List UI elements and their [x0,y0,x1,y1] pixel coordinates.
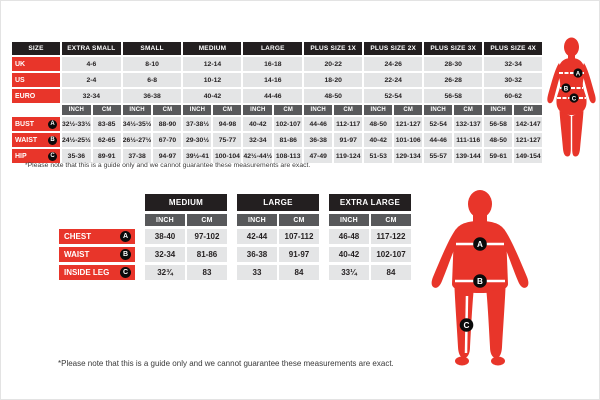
measurement-cell-cm: 94-98 [213,117,241,131]
female-silhouette [543,37,600,161]
measurement-cell-cm: 97-102 [187,229,227,244]
row-label-text: CHEST [64,232,92,241]
measurement-cell-inch: 32-34 [243,133,272,147]
measurement-cell-inch: 42-44 [237,229,277,244]
row-label-euro: EURO [12,89,60,103]
row-label-hip [12,149,60,163]
top-disclaimer: *Please note that this is a guide only and we cannot guarantee these measurements are exact. [25,162,311,169]
measurement-cell-inch: 40-42 [329,247,369,262]
measurement-cell-cm: 81-86 [274,133,302,147]
spacer-cell [321,265,327,280]
measurement-cell-cm: 83-85 [93,117,121,131]
measurement-cell-inch: 56-58 [484,117,512,131]
measurement-cell-cm: 101-106 [394,133,422,147]
spacer-cell [229,247,235,262]
spacer-cell [321,214,327,226]
measurement-cell-cm: 149-154 [514,149,542,163]
column-header-medium: MEDIUM [183,42,241,55]
measurement-cell-inch: 52-54 [424,117,452,131]
measurement-cell-inch: 40-42 [364,133,392,147]
column-header-extra-small: EXTRA SMALL [62,42,121,55]
row-label-text: INSIDE LEG [64,268,110,277]
size-cell: 6-8 [123,73,182,87]
measurement-cell-cm: 100-104 [213,149,241,163]
measurement-cell-inch: 32-34 [145,247,185,262]
measurement-cell-inch: 40-42 [243,117,272,131]
cm-header: CM [279,214,319,226]
measurement-cell-inch: 37-38½ [183,117,211,131]
measurement-cell-cm: 121-127 [514,133,542,147]
measurement-cell-inch: 29-30½ [183,133,211,147]
row-label-text: HIP [15,152,27,160]
measurement-cell-cm: 121-127 [394,117,422,131]
column-header-medium: MEDIUM [145,194,227,211]
spacer-cell [321,247,327,262]
marker-badge-hip: C [48,152,57,161]
marker-badge-waist: B [120,249,131,260]
measurement-cell-inch: 38-40 [145,229,185,244]
measurement-cell-inch: 24½-25½ [62,133,91,147]
cm-header: CM [213,105,241,115]
row-label-bust [12,117,60,131]
size-cell: 26-28 [424,73,482,87]
size-cell: 32-34 [62,89,121,103]
marker-badge-inside-leg: C [120,267,131,278]
measurement-cell-inch: 55-57 [424,149,452,163]
measurement-cell-cm: 84 [279,265,319,280]
measurement-cell-cm: 62-65 [93,133,121,147]
inch-header: INCH [364,105,392,115]
measurement-cell-inch: 47-49 [304,149,332,163]
size-cell: 48-50 [304,89,362,103]
measurement-cell-inch: 26½-27½ [123,133,152,147]
size-cell: 10-12 [183,73,241,87]
measurement-cell-cm: 84 [371,265,411,280]
spacer-cell [321,229,327,244]
measurement-cell-cm: 81-86 [187,247,227,262]
inch-header: INCH [424,105,452,115]
cm-header: CM [334,105,362,115]
row-label-uk: UK [12,57,60,71]
size-cell: 8-10 [123,57,182,71]
size-cell: 18-20 [304,73,362,87]
size-cell: 60-62 [484,89,542,103]
size-cell: 12-14 [183,57,241,71]
measurement-cell-cm: 102-107 [371,247,411,262]
column-header-large: LARGE [243,42,302,55]
row-label-us: US [12,73,60,87]
inch-header: INCH [304,105,332,115]
size-cell: 24-26 [364,57,422,71]
size-cell: 4-6 [62,57,121,71]
measurement-cell-cm: 108-113 [274,149,302,163]
spacer-cell [137,229,143,244]
male-waist-marker: B [477,277,483,287]
female-bust-marker: A [575,70,581,78]
measurement-cell-cm: 111-116 [454,133,482,147]
row-label-inside-leg [59,265,135,280]
size-cell: 2-4 [62,73,121,87]
measurement-cell-cm: 94-97 [153,149,181,163]
measurement-cell-cm: 102-107 [274,117,302,131]
inch-header: INCH [62,105,91,115]
column-header-extra-large: EXTRA LARGE [329,194,411,211]
spacer-cell [59,214,135,226]
spacer-cell [229,265,235,280]
measurement-cell-inch: 51-53 [364,149,392,163]
spacer-cell [137,214,143,226]
size-cell: 20-22 [304,57,362,71]
size-cell: 22-24 [364,73,422,87]
inch-header: INCH [237,214,277,226]
measurement-cell-inch: 59-61 [484,149,512,163]
measurement-cell-inch: 34½-35½ [123,117,152,131]
measurement-cell-cm: 132-137 [454,117,482,131]
cm-header: CM [514,105,542,115]
inch-header: INCH [183,105,211,115]
size-header: SIZE [12,42,60,55]
womens-size-table [10,40,544,165]
spacer-cell [12,105,60,115]
marker-badge-waist: B [48,136,57,145]
size-cell: 52-54 [364,89,422,103]
size-cell: 30-32 [484,73,542,87]
row-label-text: BUST [15,120,35,128]
bottom-disclaimer: *Please note that this is a guide only and we cannot guarantee these measurements are exact. [58,359,394,368]
cm-header: CM [187,214,227,226]
measurement-cell-cm: 112-117 [334,117,362,131]
column-header-plus-size-3x: PLUS SIZE 3X [424,42,482,55]
measurement-cell-inch: 48-50 [364,117,392,131]
size-cell: 32-34 [484,57,542,71]
size-cell: 40-42 [183,89,241,103]
female-waist-marker: B [563,85,569,93]
measurement-cell-cm: 83 [187,265,227,280]
size-cell: 28-30 [424,57,482,71]
measurement-cell-inch: 32½-33½ [62,117,91,131]
mens-size-table [57,191,413,283]
measurement-cell-inch: 33 [237,265,277,280]
inch-header: INCH [145,214,185,226]
measurement-cell-cm: 88-90 [153,117,181,131]
measurement-cell-inch: 44-46 [424,133,452,147]
spacer-cell [229,194,235,211]
measurement-cell-cm: 142-147 [514,117,542,131]
column-header-small: SMALL [123,42,182,55]
row-label-waist [59,247,135,262]
column-header-large: LARGE [237,194,319,211]
measurement-cell-cm: 91-97 [279,247,319,262]
measurement-cell-cm: 129-134 [394,149,422,163]
row-label-waist [12,133,60,147]
size-cell: 16-18 [243,57,302,71]
male-silhouette [421,189,539,369]
measurement-cell-inch: 36-38 [304,133,332,147]
inch-header: INCH [123,105,152,115]
measurement-cell-inch: 37-38 [123,149,152,163]
cm-header: CM [274,105,302,115]
cm-header: CM [93,105,121,115]
measurement-cell-inch: 46-48 [329,229,369,244]
row-label-text: WAIST [64,250,90,259]
marker-badge-bust: A [48,120,57,129]
spacer-cell [321,194,327,211]
male-chest-marker: A [477,240,483,250]
measurement-cell-inch: 35-36 [62,149,91,163]
measurement-cell-cm: 89-91 [93,149,121,163]
inch-header: INCH [329,214,369,226]
column-header-plus-size-4x: PLUS SIZE 4X [484,42,542,55]
spacer-cell [59,194,135,211]
row-label-chest [59,229,135,244]
size-cell: 36-38 [123,89,182,103]
spacer-cell [137,265,143,280]
measurement-cell-inch: 36-38 [237,247,277,262]
measurement-cell-inch: 48-50 [484,133,512,147]
spacer-cell [137,247,143,262]
measurement-cell-cm: 117-122 [371,229,411,244]
measurement-cell-cm: 91-97 [334,133,362,147]
measurement-cell-inch: 39½-41 [183,149,211,163]
size-cell: 14-16 [243,73,302,87]
cm-header: CM [153,105,181,115]
cm-header: CM [454,105,482,115]
measurement-cell-cm: 75-77 [213,133,241,147]
row-label-text: WAIST [15,136,38,144]
measurement-cell-cm: 67-70 [153,133,181,147]
size-cell: 44-46 [243,89,302,103]
male-inside-leg-marker: C [463,321,470,331]
spacer-cell [229,214,235,226]
measurement-cell-inch: 32¾ [145,265,185,280]
column-header-plus-size-2x: PLUS SIZE 2X [364,42,422,55]
measurement-cell-cm: 107-112 [279,229,319,244]
column-header-plus-size-1x: PLUS SIZE 1X [304,42,362,55]
marker-badge-chest: A [120,231,131,242]
cm-header: CM [371,214,411,226]
measurement-cell-inch: 33¼ [329,265,369,280]
measurement-cell-cm: 119-124 [334,149,362,163]
female-hip-marker: C [571,95,577,103]
inch-header: INCH [484,105,512,115]
inch-header: INCH [243,105,272,115]
measurement-cell-inch: 42½-44½ [243,149,272,163]
cm-header: CM [394,105,422,115]
spacer-cell [229,229,235,244]
measurement-cell-inch: 44-46 [304,117,332,131]
measurement-cell-cm: 139-144 [454,149,482,163]
size-cell: 56-58 [424,89,482,103]
spacer-cell [137,194,143,211]
